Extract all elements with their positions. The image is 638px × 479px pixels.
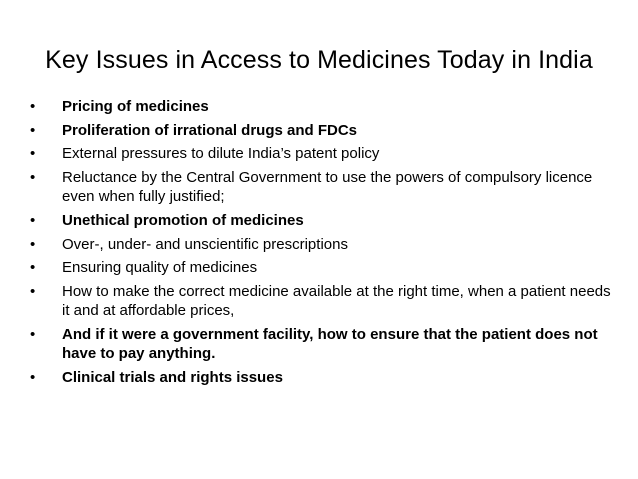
bullet-marker: •	[30, 169, 36, 187]
bullet-list	[30, 97, 620, 392]
bullet-text: Over-, under- and unscientific prescriptions	[62, 235, 348, 253]
bullet-marker: •	[30, 235, 36, 253]
bullet-text: Ensuring quality of medicines	[62, 259, 258, 277]
bullet-marker: •	[30, 98, 36, 115]
bullet-text: Unethical promotion of medicines	[62, 212, 304, 230]
bullet-item	[30, 97, 620, 116]
bullet-marker: •	[30, 121, 36, 139]
bullet-marker: •	[30, 369, 36, 387]
bullet-item	[30, 168, 620, 207]
bullet-text: Clinical trials and rights issues	[62, 369, 283, 387]
bullet-item	[30, 211, 620, 230]
bullet-marker: •	[30, 145, 36, 163]
bullet-text: Pricing of medicines	[62, 98, 209, 115]
bullet-item	[30, 235, 620, 254]
bullet-item	[30, 121, 620, 140]
bullet-marker: •	[30, 326, 36, 344]
bullet-text: External pressures to dilute India’s patent policy	[62, 145, 380, 163]
bullet-text: And if it were a government facility, how to ensure that the patient does not have to pay anything.	[62, 326, 598, 363]
bullet-item	[30, 325, 620, 364]
bullet-item	[30, 258, 620, 277]
bullet-text: How to make the correct medicine available at the right time, when a patient needs it and at affordable prices,	[62, 283, 611, 320]
bullet-marker: •	[30, 259, 36, 277]
bullet-marker: •	[30, 283, 36, 301]
bullet-item	[30, 282, 620, 321]
bullet-text: Reluctance by the Central Government to use the powers of compulsory licence even when fully justified;	[62, 169, 593, 206]
bullet-marker: •	[30, 212, 36, 230]
bullet-text: Proliferation of irrational drugs and FDCs	[62, 121, 358, 139]
slide-title: Key Issues in Access to Medicines Today in India	[45, 46, 593, 74]
bullet-item	[30, 144, 620, 163]
bullet-item	[30, 368, 620, 387]
